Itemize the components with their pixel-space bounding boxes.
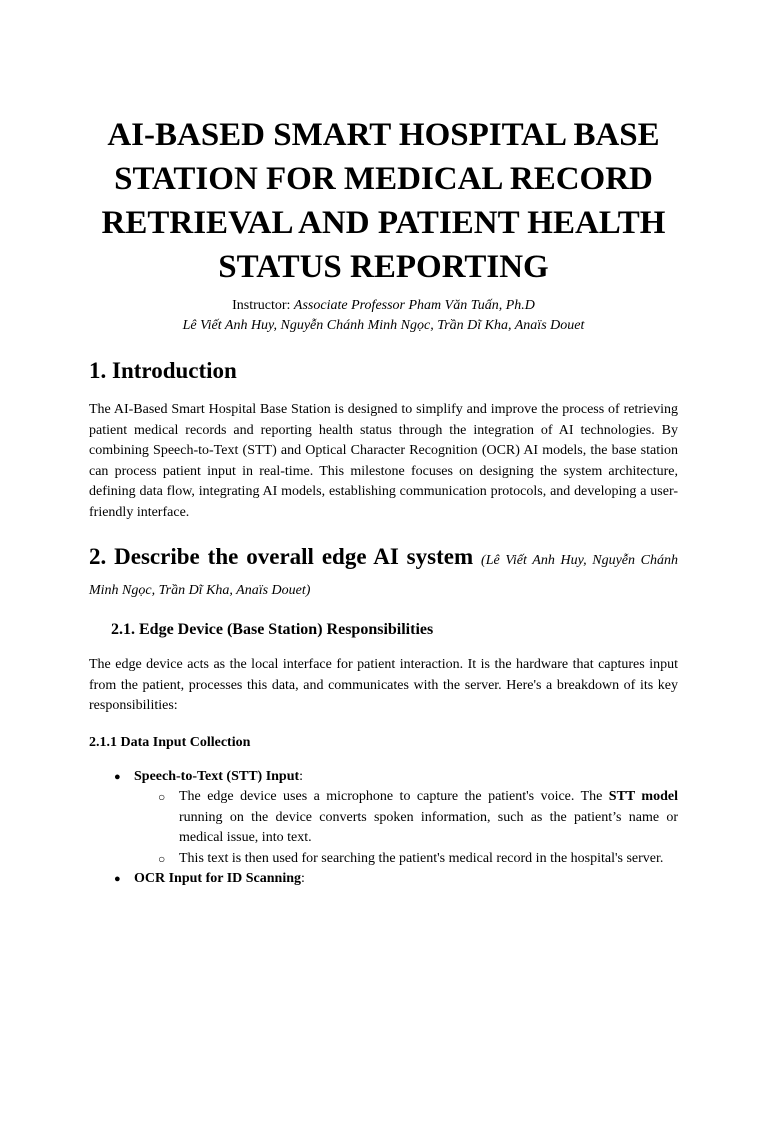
subsection-heading-edge-device: 2.1. Edge Device (Base Station) Responsibilities [111, 621, 434, 638]
document-page [0, 113, 768, 1137]
sub-item-text: The edge device uses a microphone to capture the patient's voice. The [179, 789, 609, 804]
sub-item-bold: STT model [608, 789, 678, 804]
subsubsection-heading-data-input: 2.1.1 Data Input Collection [89, 734, 251, 750]
sub-item-text: This text is then used for searching the patient's medical record in the hospital's server. [179, 850, 664, 866]
author-list: Lê Viết Anh Huy, Nguyễn Chánh Minh Ngọc, Trần Dĩ Kha, Anaïs Douet [182, 318, 585, 333]
instructor-line [89, 296, 678, 316]
bullet-marker: ● [114, 873, 121, 885]
bullet-suffix: : [301, 871, 305, 886]
section2-title: 2. Describe the overall edge AI system [89, 544, 474, 569]
sub-bullet-list [134, 787, 678, 869]
bullet-suffix: : [299, 768, 304, 784]
instructor-label: Instructor: [232, 298, 291, 313]
sub-item-text: running on the device converts spoken information, such as the patient’s name or medical issue, into text. [179, 809, 678, 845]
section2-credit: (Lê Viết Anh Huy, Nguyễn Chánh Minh Ngọc, Trần Dĩ Kha, Anaïs Douet) [89, 553, 679, 598]
list-item [89, 869, 678, 890]
edge-device-paragraph: The edge device acts as the local interface for patient interaction. It is the hardware that captures input from the patient, processes this data, and communicates with the server. Here's a breakdown of its key responsibilities: [89, 657, 678, 713]
sub-bullet-marker: ○ [158, 851, 166, 866]
list-item [134, 787, 678, 849]
paper-title: AI-BASED SMART HOSPITAL BASE STATION FOR MEDICAL RECORD RETRIEVAL AND PATIENT HEALTH STATUS REPORTING [101, 117, 666, 285]
bullet-marker: ● [114, 770, 121, 783]
list-item [134, 849, 678, 870]
bullet-label-stt: Speech-to-Text (STT) Input [134, 768, 300, 784]
section-heading-edge-ai-system [89, 543, 678, 603]
list-item [89, 767, 678, 870]
instructor-name: Associate Professor Pham Văn Tuấn, Ph.D [293, 298, 535, 313]
bullet-label-ocr: OCR Input for ID Scanning [134, 871, 302, 886]
sub-bullet-marker: ○ [158, 790, 166, 804]
bullet-list [89, 767, 678, 890]
section-heading-introduction: 1. Introduction [89, 358, 237, 383]
introduction-paragraph: The AI-Based Smart Hospital Base Station is designed to simplify and improve the process of retrieving patient medical records and reporting health status through the integration of AI technologies. By combining Speech-to-Text (STT) and Optical Character Recognition (OCR) AI models, the base station can process patient input in real-time. This milestone focuses on designing the system architecture, defining data flow, integrating AI models, establishing communication protocols, and developing a user-friendly interface. [89, 402, 678, 520]
